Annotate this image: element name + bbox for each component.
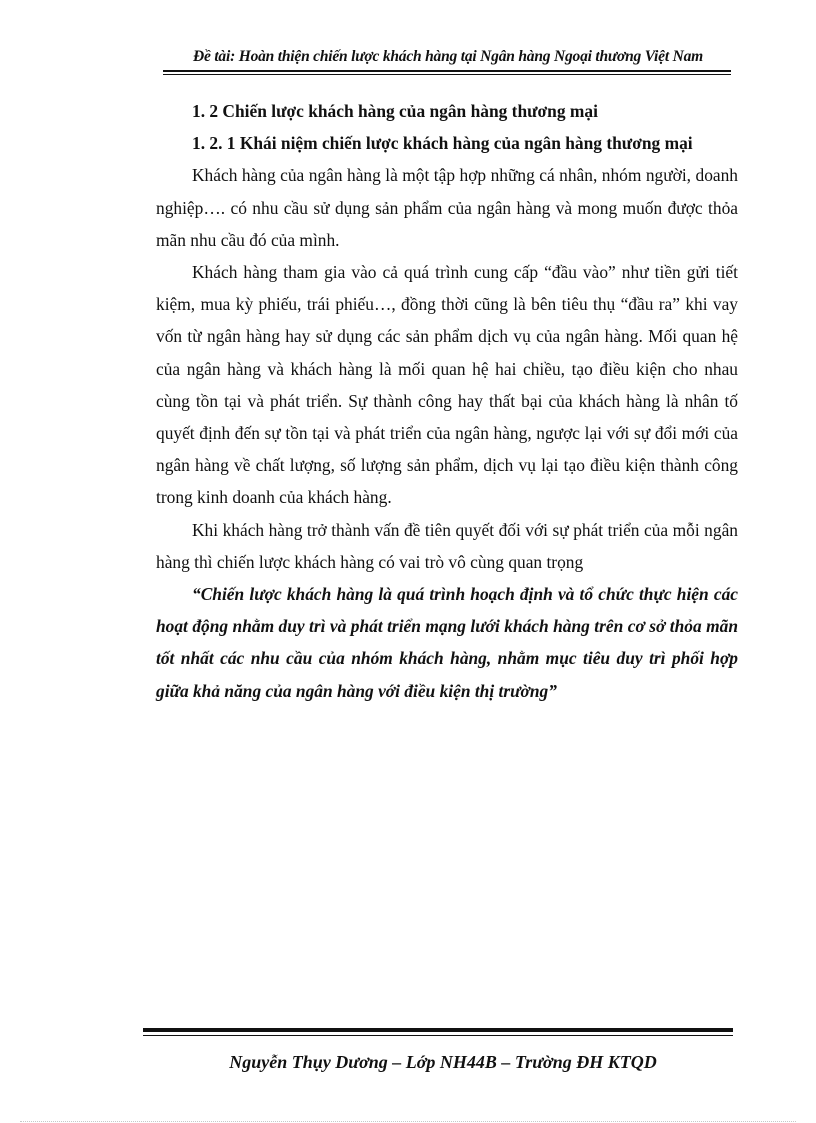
paragraph: Khách hàng của ngân hàng là một tập hợp những cá nhân, nhóm người, doanh nghiệp…. có nhu cầu sử dụng sản phẩm của ngân hàng và mong muốn được thỏa mãn nhu cầu đó của mình. — [156, 165, 738, 250]
paragraph: Khi khách hàng trở thành vấn đề tiên quyết đối với sự phát triển của mỗi ngân hàng thì chiến lược khách hàng có vai trò vô cùng quan trọng — [156, 519, 738, 572]
footer-rule — [143, 1028, 733, 1032]
page-footer: Nguyễn Thụy Dương – Lớp NH44B – Trường ĐH KTQD — [229, 1052, 657, 1072]
footer-rule-thin — [143, 1035, 733, 1036]
paragraph: Khách hàng tham gia vào cả quá trình cung cấp “đầu vào” như tiền gửi tiết kiệm, mua kỳ phiếu, trái phiếu…, đồng thời cũng là bên tiêu thụ “đầu ra” khi vay vốn từ ngân hàng hay sử dụng các sản phẩm dịch vụ của ngân hàng. Mối quan hệ của ngân hàng và khách hàng là mối quan hệ hai chiều, tạo điều kiện cho nhau cùng tồn tại và phát triển. Sự thành công hay thất bại của khách hàng là nhân tố quyết định đến sự tồn tại và phát triển của ngân hàng, ngược lại với sự đổi mới của ngân hàng về chất lượng, số lượng sản phẩm, dịch vụ lại tạo điều kiện thành công trong kinh doanh của khách hàng. — [156, 262, 738, 508]
header-rule-thin — [163, 74, 731, 75]
section-heading: 1. 2 Chiến lược khách hàng của ngân hàng thương mại — [192, 101, 598, 121]
header-rule — [163, 70, 731, 72]
definition-quote: “Chiến lược khách hàng là quá trình hoạch định và tổ chức thực hiện các hoạt động nhằm duy trì và phát triển mạng lưới khách hàng trên cơ sở thỏa mãn tốt nhất các nhu cầu của nhóm khách hàng, nhằm mục tiêu duy trì phối hợp giữa khả năng của ngân hàng với điều kiện thị trường” — [156, 584, 738, 701]
page-edge-dots — [20, 1121, 796, 1122]
document-body — [156, 95, 738, 707]
subsection-heading: 1. 2. 1 Khái niệm chiến lược khách hàng của ngân hàng thương mại — [192, 133, 693, 154]
page-header: Đề tài: Hoàn thiện chiến lược khách hàng tại Ngân hàng Ngoại thương Việt Nam — [192, 48, 704, 65]
